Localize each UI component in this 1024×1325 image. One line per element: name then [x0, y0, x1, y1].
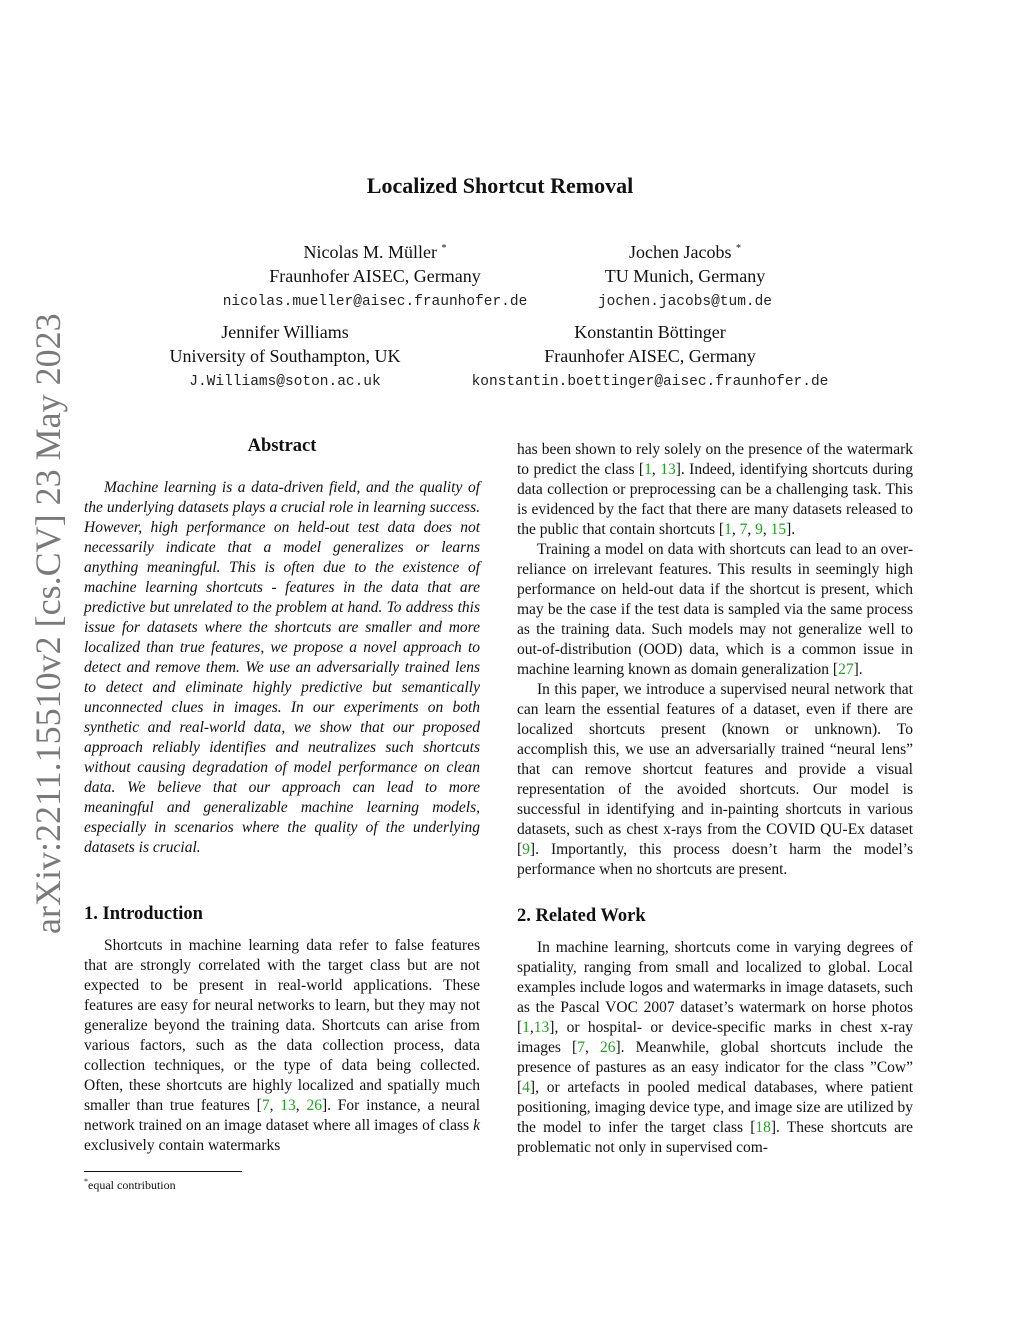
- citation-link[interactable]: 18: [755, 1119, 771, 1136]
- citation-link[interactable]: 1: [724, 521, 732, 538]
- citation-link[interactable]: 7: [261, 1097, 270, 1114]
- author-name: Nicolas M. Müller *: [303, 242, 447, 262]
- introduction-paragraph: Shortcuts in machine learning data refer to false features that are strongly correlated with the target class but are not expected to be present in real-world applications. These features are easy for neural networks to learn, but they may not generalize beyond the training data. Shortcuts can arise from various factors, such as the data collection process, data collection techniques, or the type of data being collected. Often, these shortcuts are highly localized and spatially much smaller than true features [7, 13, 26]. For instance, a neural network trained on an image dataset where all images of class k exclusively contain watermarks: [84, 937, 481, 1154]
- author-block-4: [450, 320, 850, 396]
- author-block-2: [560, 240, 810, 316]
- abstract-heading: Abstract: [247, 436, 317, 456]
- citation-link[interactable]: 15: [770, 521, 787, 538]
- related-work-heading: 2. Related Work: [517, 906, 646, 926]
- author-affiliation: TU Munich, Germany: [604, 266, 766, 286]
- citation-link[interactable]: 7: [577, 1039, 585, 1056]
- author-name: Jennifer Williams: [221, 322, 349, 342]
- abstract-text: Machine learning is a data-driven field, and the quality of the underlying datasets plays a crucial role in learning success. However, high performance on held-out test data does not necessarily indicate that a model generalizes or learns anything meaningful. This is often due to the existence of machine learning shortcuts - features in the data that are predictive but unrelated to the problem at hand. To address this issue for datasets where the shortcuts are smaller and more localized than true features, we propose a novel approach to detect and remove them. We use an adversarially trained lens to detect and eliminate highly predictive but semantically unconnected clues in images. In our experiments on both synthetic and real-world data, we show that our proposed approach reliably identifies and neutralizes such shortcuts without causing degradation of model performance on clean data. We believe that our approach can lead to more meaningful and generalizable machine learning models, especially in scenarios where the quality of the underlying datasets is crucial.: [84, 479, 480, 856]
- equal-contribution-mark: *: [735, 243, 741, 254]
- citation-link[interactable]: 9: [755, 521, 763, 538]
- left-column: [84, 436, 480, 1156]
- body-paragraph: In this paper, we introduce a supervised neural network that can learn the essential features of a dataset, even if there are localized shortcuts present (known or unknown). To accomplish this, we use an adversarially trained “neural lens” that can remove shortcut features and provide a visual representation of the avoided shortcuts. Our model is successful in identifying and in-painting shortcuts in various datasets, such as chest x-rays from the COVID QU-Ex dataset [9]. Importantly, this process doesn’t harm the model’s performance when no shortcuts are present.: [517, 681, 913, 878]
- citation-link[interactable]: 1: [522, 1019, 530, 1036]
- citation-link[interactable]: 26: [599, 1039, 616, 1056]
- author-block-1: [200, 240, 550, 316]
- citation-link[interactable]: 4: [522, 1079, 530, 1096]
- citation-link[interactable]: 13: [660, 461, 676, 478]
- citation-link[interactable]: 13: [533, 1019, 550, 1036]
- citation-link[interactable]: 9: [522, 841, 530, 858]
- paper-title: Localized Shortcut Removal: [366, 173, 634, 198]
- body-paragraph: In machine learning, shortcuts come in varying degrees of spatiality, ranging from small and localized to global. Local examples include logos and watermarks in image datasets, such as the Pascal VOC 2007 dataset’s watermark on horse photos [1,13], or hospital- or device-specific marks in chest x-ray images [7, 26]. Meanwhile, global shortcuts include the presence of pastures as an easy indicator for the class ”Cow” [4], or artefacts in pooled medical databases, where patient positioning, imaging device type, and image size are utilized by the model to infer the target class [18]. These shortcuts are problematic not only in supervised com-: [517, 939, 913, 1156]
- body-paragraph: Training a model on data with shortcuts can lead to an over-reliance on irrelevant features. This results in seemingly high performance on held-out data if the shortcut is present, which may be the case if the test data is sampled via the same process as the training data. Such models may not generalize well to out-of-distribution (OOD) data, which is a common issue in machine learning known as domain generalization [27].: [517, 541, 913, 678]
- author-name: Konstantin Böttinger: [574, 322, 726, 342]
- footnote: *equal contribution: [84, 1177, 176, 1192]
- equal-contribution-mark: *: [441, 243, 447, 254]
- citation-link[interactable]: 13: [280, 1097, 296, 1114]
- author-email: konstantin.boettinger@aisec.fraunhofer.de: [471, 374, 829, 390]
- author-affiliation: Fraunhofer AISEC, Germany: [269, 266, 481, 286]
- author-email: nicolas.mueller@aisec.fraunhofer.de: [222, 294, 528, 310]
- author-email: jochen.jacobs@tum.de: [597, 294, 773, 310]
- citation-link[interactable]: 26: [306, 1097, 322, 1114]
- author-name: Jochen Jacobs *: [629, 242, 741, 262]
- footnote-rule: [84, 1171, 242, 1172]
- author-block-3: [130, 320, 440, 396]
- author-affiliation: Fraunhofer AISEC, Germany: [544, 346, 756, 366]
- continued-paragraph: has been shown to rely solely on the presence of the watermark to predict the class [1, 13]. Indeed, identifying shortcuts during data collection or preprocessing can be a challenging task. This is evidenced by the fact that there are many datasets released to the public that contain shortcuts [1, 7, 9, 15].: [517, 441, 914, 538]
- author-affiliation: University of Southampton, UK: [169, 346, 401, 366]
- right-column: [517, 440, 913, 1158]
- citation-link[interactable]: 27: [838, 661, 854, 678]
- citation-link[interactable]: 7: [739, 521, 748, 538]
- introduction-heading: 1. Introduction: [84, 904, 203, 924]
- arxiv-identifier-stamp: arXiv:2211.15510v2 [cs.CV] 23 May 2023: [28, 313, 68, 934]
- citation-link[interactable]: 1: [644, 461, 652, 478]
- author-email: J.Williams@soton.ac.uk: [189, 374, 381, 390]
